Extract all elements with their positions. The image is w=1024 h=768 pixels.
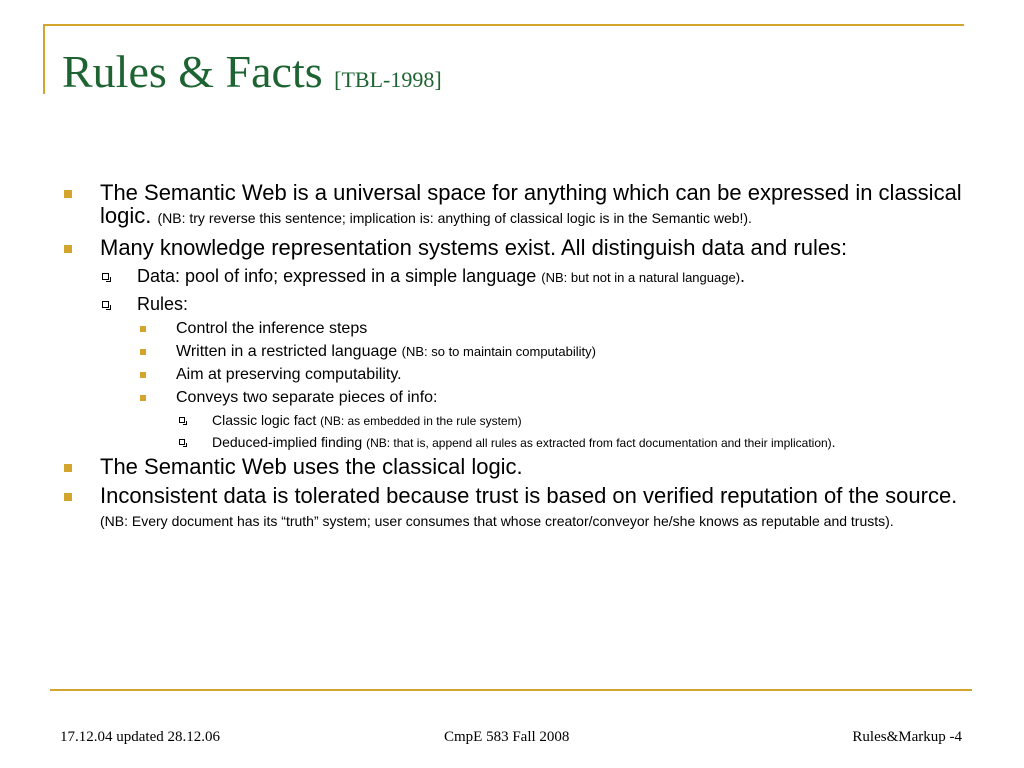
square-bullet-icon	[64, 190, 72, 198]
info-item-end: .	[831, 434, 836, 450]
bullet-universal-space	[62, 181, 962, 230]
bullet-knowledge-systems	[62, 236, 962, 259]
bullet-classical-logic	[62, 455, 962, 478]
square-bullet-icon	[64, 245, 72, 253]
rule-item-computability	[62, 365, 962, 385]
footer-slide-number: Rules&Markup -4	[852, 729, 962, 745]
footer-date: 17.12.04 updated 28.12.06	[60, 729, 220, 745]
slide-title	[62, 44, 442, 108]
rule-item-note: (NB: so to maintain computability)	[401, 344, 596, 359]
info-item-note: (NB: as embedded in the rule system)	[320, 414, 522, 428]
bullet-text: The Semantic Web uses the classical logic.	[100, 454, 523, 479]
sub-bullet-end: .	[740, 266, 746, 286]
hollow-square-bullet-icon	[179, 417, 185, 423]
rule-item-text: Control the inference steps	[176, 320, 368, 337]
info-item-note: (NB: that is, append all rules as extracted from fact documentation and their implication)	[366, 436, 832, 450]
rule-item-two-pieces	[62, 388, 962, 408]
footer-rule	[50, 689, 972, 691]
rule-item-text: Written in a restricted language	[176, 343, 398, 360]
square-bullet-icon	[64, 464, 72, 472]
slide-title-reference: [TBL-1998]	[334, 67, 442, 92]
slide-frame-top-rule	[43, 24, 964, 26]
sub-bullet-text: Data: pool of info; expressed in a simple language	[137, 266, 537, 286]
bullet-note: (NB: try reverse this sentence; implication is: anything of classical logic is in the Semantic web!).	[157, 210, 752, 226]
rule-item-text: Conveys two separate pieces of info:	[176, 389, 438, 406]
hollow-square-bullet-icon	[179, 439, 185, 445]
sub-bullet-data	[62, 265, 962, 289]
info-item-deduced-finding	[62, 433, 962, 452]
bullet-text: Many knowledge representation systems exist. All distinguish data and rules:	[100, 235, 848, 260]
sub-bullet-rules	[62, 293, 962, 315]
info-item-text: Classic logic fact	[212, 412, 317, 428]
hollow-square-bullet-icon	[102, 301, 109, 308]
square-bullet-icon	[140, 372, 146, 378]
bullet-text: Inconsistent data is tolerated because trust is based on verified reputation of the source.	[100, 483, 958, 508]
bullet-inconsistent-data	[62, 484, 962, 533]
rule-item-text: Aim at preserving computability.	[176, 366, 402, 383]
bullet-text: The Semantic Web is a universal space for anything which can be expressed in classical logic.	[100, 180, 962, 228]
square-bullet-icon	[140, 326, 146, 332]
info-item-text: Deduced-implied finding	[212, 434, 363, 450]
hollow-square-bullet-icon	[102, 273, 109, 280]
square-bullet-icon	[140, 395, 146, 401]
slide-title-text: Rules & Facts	[62, 46, 323, 97]
square-bullet-icon	[64, 493, 72, 501]
sub-bullet-text: Rules:	[137, 294, 189, 314]
rule-item-inference-steps	[62, 319, 962, 339]
bullet-note: (NB: Every document has its “truth” system; user consumes that whose creator/conveyor he/she knows as reputable and trusts).	[100, 513, 894, 529]
slide-content	[62, 181, 962, 539]
slide-frame-left-rule	[43, 24, 45, 94]
info-item-classic-fact	[62, 411, 962, 430]
sub-bullet-note: (NB: but not in a natural language)	[541, 270, 741, 285]
square-bullet-icon	[140, 349, 146, 355]
footer-course: CmpE 583 Fall 2008	[444, 729, 570, 745]
rule-item-restricted-language	[62, 342, 962, 362]
